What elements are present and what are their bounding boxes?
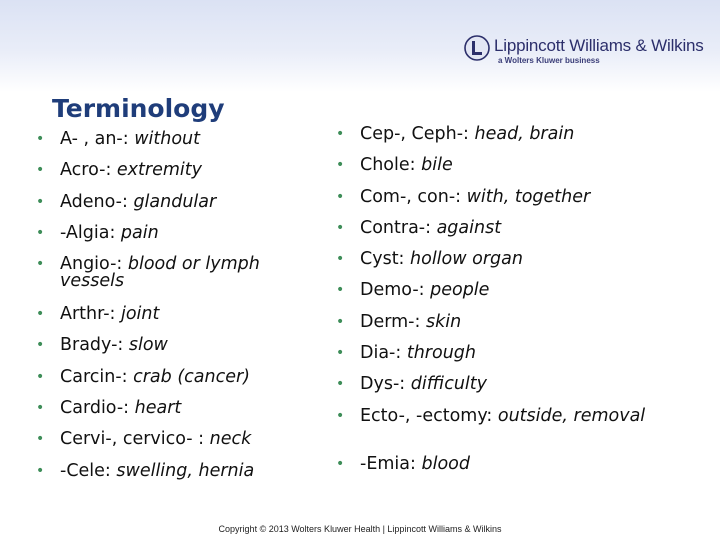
term-text: Dia-: <box>360 343 407 364</box>
bullet-icon: • <box>36 306 45 323</box>
bullet-icon: • <box>36 224 45 241</box>
brand-name: Lippincott Williams & Wilkins <box>494 36 704 55</box>
bullet-icon: • <box>36 337 45 354</box>
definition-text: without <box>134 129 200 149</box>
list-item <box>36 131 326 162</box>
definition-text: neck <box>209 429 252 450</box>
definition-text: through <box>406 343 476 364</box>
definition-text: swelling, hernia <box>116 460 255 481</box>
terminology-list-right <box>336 126 716 487</box>
list-item <box>36 162 326 193</box>
definition-text: blood <box>421 453 470 474</box>
term-text: Carcin-: <box>60 366 134 387</box>
definition-text: people <box>430 280 490 301</box>
term-text: Adeno-: <box>60 191 134 212</box>
definition-text: glandular <box>133 191 217 212</box>
term-text: Arthr-: <box>60 304 121 325</box>
slide-title: Terminology <box>52 94 225 123</box>
bullet-icon: • <box>336 251 345 268</box>
list-item <box>336 453 716 487</box>
term-text: Acro-: <box>60 160 117 181</box>
term-text: Chole: <box>360 155 422 176</box>
term-text: Com-, con-: <box>360 186 467 207</box>
list-item <box>36 460 326 494</box>
term-text: Cervi-, cervico- : <box>60 429 210 450</box>
list-item <box>36 400 326 431</box>
bullet-icon: • <box>336 376 345 393</box>
definition-text: blood or lymph vessels <box>60 254 260 292</box>
term-text: Dys-: <box>360 374 411 395</box>
term-text: Ecto-, -ectomy: <box>360 405 498 426</box>
brand-subtitle: a Wolters Kluwer business <box>498 56 600 65</box>
bullet-icon: • <box>336 407 345 424</box>
definition-text: hollow organ <box>410 249 523 270</box>
list-item <box>36 337 326 368</box>
bullet-icon: • <box>336 313 345 330</box>
definition-text: skin <box>425 311 462 332</box>
term-text: Angio-: <box>60 254 128 275</box>
list-item <box>336 186 716 220</box>
definition-text: joint <box>120 304 160 325</box>
bullet-icon: • <box>36 193 45 210</box>
bullet-icon: • <box>36 462 45 479</box>
list-item <box>336 126 716 157</box>
list-item <box>336 345 716 376</box>
definition-text: extremity <box>116 160 202 181</box>
term-text: Demo-: <box>360 280 431 301</box>
bullet-icon: • <box>36 400 45 417</box>
list-item <box>36 256 326 306</box>
bullet-icon: • <box>336 219 345 236</box>
definition-text: difficulty <box>410 374 487 395</box>
list-item <box>336 311 716 345</box>
definition-text: crab (cancer) <box>133 366 250 387</box>
term-text: Cep-, Ceph-: <box>360 124 475 144</box>
definition-text: head, brain <box>474 124 575 144</box>
list-item <box>336 282 716 313</box>
definition-text: with, together <box>466 186 591 207</box>
definition-text: slow <box>128 335 168 356</box>
lww-logo-icon <box>464 35 490 61</box>
bullet-icon: • <box>36 256 45 273</box>
list-item <box>36 306 326 337</box>
list-item <box>336 157 716 188</box>
term-text: Brady-: <box>60 335 129 356</box>
list-item <box>336 376 716 407</box>
bullet-icon: • <box>336 126 345 142</box>
definition-text: against <box>436 217 502 238</box>
list-item <box>36 222 326 256</box>
term-text: Cardio-: <box>60 398 135 419</box>
bullet-icon: • <box>336 455 345 472</box>
definition-text: pain <box>120 222 159 243</box>
definition-text: bile <box>421 155 453 176</box>
term-text: -Algia: <box>60 222 121 243</box>
bullet-icon: • <box>336 282 345 299</box>
list-item <box>336 251 716 282</box>
definition-text: heart <box>134 398 182 419</box>
terminology-list-left <box>36 131 326 494</box>
bullet-icon: • <box>336 157 345 174</box>
term-text: Contra-: <box>360 217 437 238</box>
bullet-icon: • <box>36 431 45 448</box>
list-item <box>336 217 716 251</box>
copyright-footer: Copyright © 2013 Wolters Kluwer Health | Lippincott Williams & Wilkins <box>218 524 502 534</box>
term-text: A- , an-: <box>60 129 135 149</box>
list-item <box>36 431 326 462</box>
definition-text: outside, removal <box>497 405 646 426</box>
bullet-icon: • <box>336 345 345 362</box>
term-text: -Emia: <box>360 453 422 474</box>
term-text: -Cele: <box>60 460 117 481</box>
bullet-icon: • <box>36 131 45 147</box>
bullet-icon: • <box>336 188 345 205</box>
term-text: Cyst: <box>360 249 411 270</box>
list-item <box>336 405 716 456</box>
bullet-icon: • <box>36 368 45 385</box>
bullet-icon: • <box>36 162 45 179</box>
term-text: Derm-: <box>360 311 426 332</box>
list-item <box>36 191 326 225</box>
list-item <box>36 366 326 400</box>
